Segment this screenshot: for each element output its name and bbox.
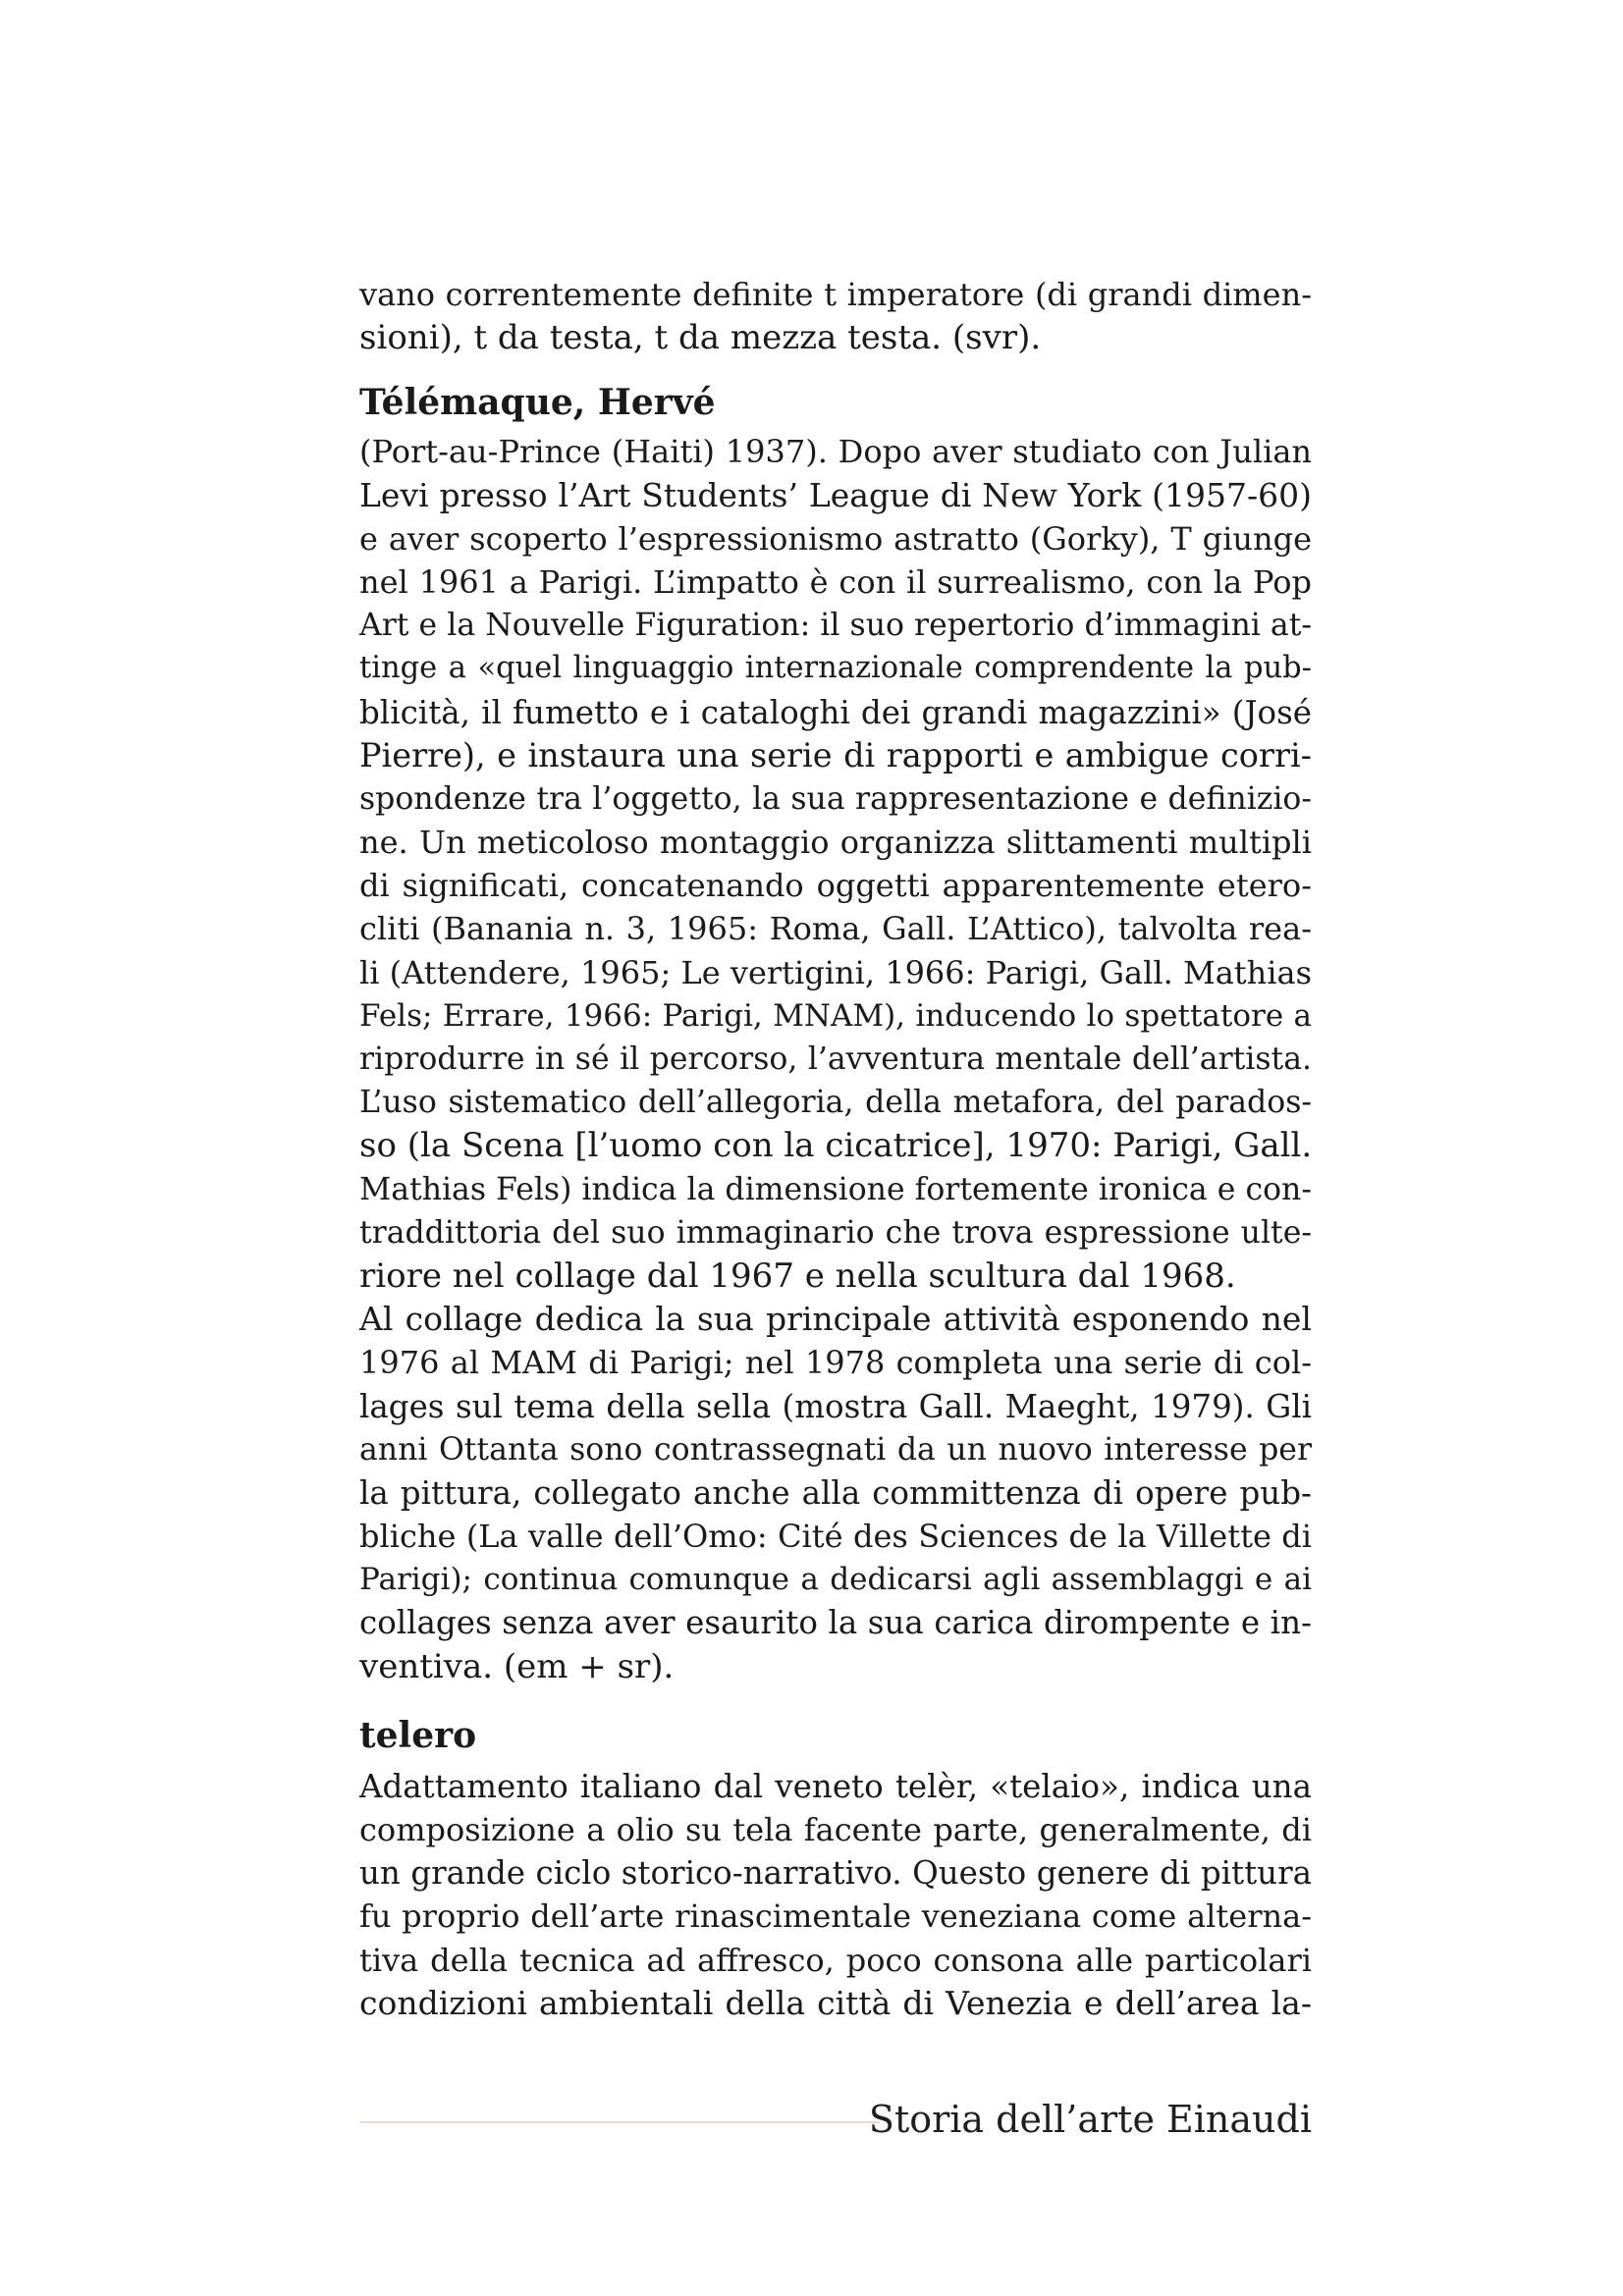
page-body bbox=[359, 273, 1312, 2025]
text-line: nel 1961 a Parigi. L’impatto è con il surrealismo, con la Pop bbox=[359, 562, 1312, 601]
text-line: anni Ottanta sono contrassegnati da un nuovo interesse per bbox=[359, 1431, 1312, 1468]
text-line: collages senza aver esaurito la sua carica dirompente e in- bbox=[359, 1604, 1312, 1642]
text-line: tiva della tecnica ad affresco, poco consona alle particolari bbox=[359, 1941, 1312, 1979]
text-line: bliche (La valle dell’Omo: Cité des Sciences de la Villette di bbox=[359, 1518, 1312, 1556]
text-line: 1976 al MAM di Parigi; nel 1978 completa una serie di col- bbox=[359, 1344, 1312, 1382]
text-line: traddittoria del suo immaginario che trova espressione ulte- bbox=[359, 1214, 1312, 1251]
text-line: Al collage dedica la sua principale attività esponendo nel bbox=[359, 1300, 1312, 1339]
text-line: Mathias Fels) indica la dimensione fortemente ironica e con- bbox=[359, 1171, 1312, 1207]
text-line: lages sul tema della sella (mostra Gall. Maeght, 1979). Gli bbox=[359, 1387, 1312, 1425]
text-line: (Port-au-Prince (Haiti) 1937). Dopo aver studiato con Julian bbox=[359, 433, 1312, 471]
text-line: e aver scoperto l’espressionismo astratto (Gorky), T giunge bbox=[359, 519, 1312, 558]
text-line: composizione a olio su tela facente parte, generalmente, di bbox=[359, 1811, 1312, 1848]
text-line: cliti (Banania n. 3, 1965: Roma, Gall. L’Attico), talvolta rea- bbox=[359, 910, 1312, 948]
entry-body-telero bbox=[359, 1765, 1312, 2025]
text-line: riore nel collage dal 1967 e nella scultura dal 1968. bbox=[359, 1255, 1236, 1296]
text-line: L’uso sistematico dell’allegoria, della metafora, del parados- bbox=[359, 1085, 1312, 1121]
entry-body-telemaque bbox=[359, 430, 1312, 1687]
footer-title: Storia dell’arte Einaudi bbox=[868, 2098, 1312, 2141]
text-line: Fels; Errare, 1966: Parigi, MNAM), inducendo lo spettatore a bbox=[359, 997, 1312, 1034]
text-line: tinge a «quel linguaggio internazionale comprendente la pub- bbox=[359, 651, 1312, 686]
entry-heading-telemaque: Télémaque, Hervé bbox=[359, 382, 716, 424]
text-line: di significati, concatenando oggetti apparentemente etero- bbox=[359, 867, 1312, 905]
text-line: un grande ciclo storico-narrativo. Questo genere di pittura bbox=[359, 1854, 1312, 1893]
text-line: Adattamento italiano dal veneto telèr, «telaio», indica una bbox=[359, 1767, 1312, 1805]
text-line: spondenze tra l’oggetto, la sua rappresentazione e definizio- bbox=[359, 780, 1312, 817]
text-line: ne. Un meticoloso montaggio organizza slittamenti multipli bbox=[359, 824, 1312, 862]
text-line: ventiva. (em + sr). bbox=[359, 1646, 675, 1686]
text-line: riprodurre in sé il percorso, l’avventura mentale dell’artista. bbox=[359, 1041, 1312, 1077]
text-line: Art e la Nouvelle Figuration: il suo repertorio d’immagini at- bbox=[359, 608, 1312, 644]
text-line: blicità, il fumetto e i cataloghi dei grandi magazzini» (José bbox=[359, 693, 1312, 731]
text-line: la pittura, collegato anche alla committenza di opere pub- bbox=[359, 1473, 1312, 1512]
text-line: Pierre), e instaura una serie di rapporti e ambigue corri- bbox=[359, 735, 1312, 774]
text-line: sioni), t da testa, t da mezza testa. (svr). bbox=[359, 318, 1042, 358]
entry-heading-telero: telero bbox=[359, 1714, 477, 1756]
text-line: so (la Scena [l’uomo con la cicatrice], 1970: Parigi, Gall. bbox=[359, 1126, 1313, 1166]
page-footer bbox=[359, 2091, 1312, 2150]
text-line: vano correntemente definite t imperatore (di grandi dimen- bbox=[359, 276, 1312, 313]
text-line: condizioni ambientali della città di Venezia e dell’area la- bbox=[359, 1983, 1312, 2022]
text-line: li (Attendere, 1965; Le vertigini, 1966: Parigi, Gall. Mathias bbox=[359, 953, 1312, 991]
footer-rule bbox=[359, 2121, 880, 2123]
text-line: Parigi); continua comunque a dedicarsi agli assemblaggi e ai bbox=[359, 1562, 1312, 1598]
text-line: fu proprio dell’arte rinascimentale veneziana come alterna- bbox=[359, 1897, 1312, 1936]
text-line: Levi presso l’Art Students’ League di New York (1957-60) bbox=[359, 475, 1312, 514]
